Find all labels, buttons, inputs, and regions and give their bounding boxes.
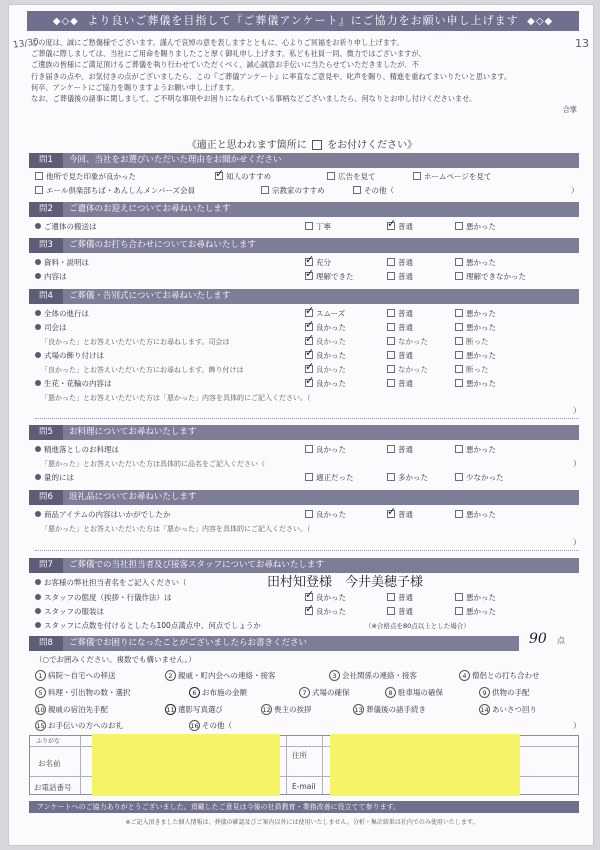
q1-option[interactable] <box>261 185 325 197</box>
checkbox-checked-icon <box>305 607 313 615</box>
q4-header <box>29 289 579 304</box>
q4-option-label: 良かった <box>316 337 346 346</box>
bullet-icon <box>35 324 41 330</box>
intro-line: 行き届きの点や、お気付きの点がございましたら、この『ご葬儀アンケート』に率直なご意見や、叱声を賜り、精進を重ねてまいりたいと思います。 <box>31 71 512 81</box>
q4-row <box>35 378 579 390</box>
q5-close: ） <box>573 459 581 468</box>
q7-number: 問7 <box>29 558 63 573</box>
q7-staff-handwritten[interactable]: 田村知登様 今井美穂子様 <box>267 575 424 590</box>
checkbox-checked-icon <box>215 172 223 180</box>
q4-option-label: 悪かった <box>466 379 496 388</box>
phone-label: お電話番号 <box>34 783 72 792</box>
q3-option[interactable] <box>305 271 354 283</box>
q2-option-label: 悪かった <box>466 222 496 231</box>
q4-number: 問4 <box>29 289 63 304</box>
q4-question: 式場の飾り付けは <box>44 351 104 360</box>
q4-option[interactable] <box>455 364 489 376</box>
intro-text <box>31 37 583 115</box>
q4-option[interactable] <box>387 364 428 376</box>
q6-option-label: 良かった <box>316 510 346 519</box>
q8-option[interactable] <box>35 687 131 698</box>
q1-option[interactable] <box>327 171 376 183</box>
footer-privacy-note: ※ご記入頂きました個人情報は、葬儀の確認及びご案内以外には使用いたしません。分析・集計結果は社内でのみ使用いたします。 <box>125 819 479 826</box>
q8-lead: （○でお囲みください。複数でも構いません。） <box>35 655 196 664</box>
q3-option-label: 普通 <box>398 258 413 267</box>
q8-option-label: お手伝いの方へのお礼 <box>48 721 123 730</box>
q3-title: ご葬儀のお打ち合わせについてお尋ねいたします <box>69 240 256 250</box>
q8-number-badge: 11 <box>166 706 175 714</box>
q6-question: 商品アイテムの内容はいかがでしたか <box>44 510 171 519</box>
survey-form <box>8 4 594 846</box>
intro-line: ご葬儀に際しましては、当社にご用命を賜りましたこと厚く御礼申し上げます。私ども社員一同、微力ではございますが、 <box>31 49 426 59</box>
q8-option-label: 葬儀後の諸手続き <box>366 705 426 714</box>
q8-close: ） <box>573 721 581 730</box>
checkbox-icon <box>455 510 463 518</box>
q8-number-badge: 1 <box>35 670 46 681</box>
q2-number: 問2 <box>29 202 63 217</box>
q8-option-label: 会社関係の連絡・接客 <box>342 671 417 680</box>
bullet-icon <box>35 273 41 279</box>
q7-option-label: 普通 <box>398 607 413 616</box>
q4-option[interactable] <box>387 350 413 362</box>
q1-row1 <box>35 171 579 183</box>
q7-option[interactable] <box>387 592 413 604</box>
q7-option-label: 普通 <box>398 593 413 602</box>
name-field-redaction[interactable] <box>92 734 280 796</box>
q8-option[interactable] <box>35 720 123 731</box>
checkbox-checked-icon <box>387 222 395 230</box>
instruction <box>9 136 594 151</box>
q8-number-badge: 14 <box>480 706 489 714</box>
q5-option[interactable] <box>455 472 504 484</box>
q7-question: スタッフの態度（挨拶・行儀作法）は <box>44 593 172 602</box>
q3-option[interactable] <box>455 271 526 283</box>
q4-question: 生花・花輪の内容は <box>44 379 112 388</box>
q4-title: ご葬儀・告別式についてお尋ねいたします <box>69 291 231 301</box>
checkbox-icon <box>387 607 395 615</box>
q5-option[interactable] <box>305 472 354 484</box>
q3-option-label: 理解できた <box>316 272 354 281</box>
q1-option-label: その他（ <box>364 186 394 195</box>
q1-option-label: 他所で見た印象が良かった <box>46 172 136 181</box>
q8-number-badge: 6 <box>189 687 200 698</box>
q8-option-label: 式場の確保 <box>312 688 350 697</box>
q3-option[interactable] <box>387 257 413 269</box>
contact-divider <box>80 736 81 794</box>
q8-option[interactable] <box>189 720 232 731</box>
q7-title: ご葬儀での当社担当者及び接客スタッフについてお尋ねいたします <box>69 560 324 570</box>
q8-option-label: 喪主の挨拶 <box>274 705 312 714</box>
checkbox-icon <box>455 379 463 387</box>
handwritten-note-top-left: 13/30 <box>12 37 40 51</box>
q8-option-label: 遺影写真選び <box>178 705 223 714</box>
checkbox-icon <box>413 172 421 180</box>
q6-title: 返礼品についてお尋ねいたします <box>69 492 197 502</box>
q4-option[interactable] <box>387 336 428 348</box>
bullet-icon <box>35 223 41 229</box>
checkbox-icon <box>305 445 313 453</box>
q4-option-label: 断った <box>466 337 489 346</box>
q1-option-label: 広告を見て <box>338 172 376 181</box>
intro-line: 何卒、アンケートにご協力を賜りますようお願い申し上げます。 <box>31 82 239 92</box>
q4-option-label: 良かった <box>316 365 346 374</box>
contact-divider <box>286 736 287 794</box>
checkbox-icon <box>35 172 43 180</box>
q8-number-badge: 9 <box>479 687 490 698</box>
q8-option[interactable] <box>479 704 537 715</box>
q8-option[interactable] <box>329 670 417 681</box>
q6-option[interactable] <box>455 509 496 521</box>
q8-option-label: 駐車場の確保 <box>398 688 443 697</box>
q2-option-label: 丁寧 <box>316 222 331 231</box>
checkbox-icon <box>455 365 463 373</box>
checkbox-icon <box>455 258 463 266</box>
bullet-icon <box>35 310 41 316</box>
q8-option-label: その他（ <box>202 721 232 730</box>
handwritten-note-top-right: 13 <box>575 37 589 50</box>
q8-option[interactable] <box>189 687 247 698</box>
q8-number-badge: 3 <box>329 670 340 681</box>
q5-option[interactable] <box>305 444 346 456</box>
checkbox-icon <box>305 510 313 518</box>
q6-row <box>35 509 579 521</box>
q3-option-label: 充分 <box>316 258 331 267</box>
q7-score-value[interactable]: 90 <box>529 631 547 647</box>
q7-score-note: （※合格点を80点以上とした場合） <box>365 622 470 630</box>
q2-option[interactable] <box>305 221 331 233</box>
checkbox-icon <box>455 445 463 453</box>
checkbox-checked-icon <box>387 510 395 518</box>
q8-number-badge: 8 <box>385 687 396 698</box>
checkbox-icon <box>455 222 463 230</box>
q8-option[interactable] <box>165 670 276 681</box>
q8-number-badge: 16 <box>190 722 199 730</box>
q4-option[interactable] <box>455 322 496 334</box>
q5-option-label: 適正だった <box>316 473 354 482</box>
q2-option[interactable] <box>387 221 413 233</box>
q5-row <box>35 472 579 484</box>
checkbox-checked-icon <box>305 272 313 280</box>
q4-option[interactable] <box>387 308 413 320</box>
q8-option-label: あいさつ回り <box>492 705 537 714</box>
q6-comment-line[interactable] <box>35 550 579 551</box>
checkbox-icon <box>353 186 361 194</box>
checkbox-icon <box>455 272 463 280</box>
checkbox-icon <box>327 172 335 180</box>
q2-row <box>35 221 579 233</box>
q7-score-unit: 点 <box>557 636 565 645</box>
address-field-redaction[interactable] <box>330 734 520 796</box>
checkbox-checked-icon <box>305 379 313 387</box>
checkbox-checked-icon <box>305 258 313 266</box>
q8-number-badge: 13 <box>354 706 363 714</box>
q8-option[interactable] <box>353 704 426 715</box>
checkbox-icon <box>305 222 313 230</box>
q6-option-label: 悪かった <box>466 510 496 519</box>
checkbox-icon <box>455 593 463 601</box>
q1-option-label: 知人のすすめ <box>226 172 272 181</box>
q6-comment-prompt: 「悪かった」とお答えいただいた方は「悪かった」内容を具体的にご記入ください。（ <box>41 525 311 533</box>
banner-ornament-right: ◆◇◆ <box>527 16 554 27</box>
q4-option[interactable] <box>455 336 489 348</box>
q3-number: 問3 <box>29 238 63 253</box>
q4-option-label: スムーズ <box>316 309 346 318</box>
q1-option-label: ホームページを見て <box>424 172 492 181</box>
q1-option[interactable] <box>215 171 271 183</box>
q4-question: 司会は <box>44 323 67 332</box>
banner-title: より良いご葬儀を目指して『ご葬儀アンケート』にご協力をお願い申し上げます <box>87 14 519 27</box>
q7-option-label: 悪かった <box>466 593 496 602</box>
checkmark-sample-icon <box>312 140 322 150</box>
q4-option[interactable] <box>387 378 413 390</box>
q1-row2 <box>35 185 579 197</box>
q4-option-label: 普通 <box>398 309 413 318</box>
checkbox-icon <box>455 607 463 615</box>
q6-number: 問6 <box>29 490 63 505</box>
intro-line: ご遺族の皆様にご満足頂けるご葬儀を執り行わせていただくべく、誠心誠意お手伝いに当たらせていただきましたが、不 <box>31 60 419 70</box>
bullet-icon <box>35 594 41 600</box>
q5-question: 精進落としのお料理は <box>44 445 119 454</box>
bullet-icon <box>35 259 41 265</box>
q8-number-badge: 5 <box>35 687 46 698</box>
q7-option[interactable] <box>455 592 496 604</box>
checkbox-icon <box>455 473 463 481</box>
checkbox-icon <box>387 365 395 373</box>
q5-number: 問5 <box>29 425 63 440</box>
q7-option-label: 悪かった <box>466 607 496 616</box>
q1-paren-close: ） <box>571 186 579 195</box>
q1-option[interactable] <box>35 171 136 183</box>
q8-number-badge: 12 <box>262 706 271 714</box>
checkbox-icon <box>455 337 463 345</box>
furigana-label: ふりがな <box>36 738 61 745</box>
bullet-icon <box>35 622 41 628</box>
q8-number-badge: 2 <box>165 670 176 681</box>
checkbox-icon <box>387 593 395 601</box>
bullet-icon <box>35 579 41 585</box>
q4-option-label: 普通 <box>398 351 413 360</box>
checkbox-checked-icon <box>305 351 313 359</box>
footer-thanks: アンケートへのご協力ありがとうございました。頂戴したご意見は今後の社員教育・業務改善に役立てて参ります。 <box>29 801 579 813</box>
q1-option[interactable] <box>353 185 394 197</box>
name-label: お名前 <box>38 759 61 768</box>
q1-number: 問1 <box>29 153 63 168</box>
q4-question: 全体の進行は <box>44 309 89 318</box>
q8-option[interactable] <box>165 704 223 715</box>
checkbox-icon <box>387 445 395 453</box>
intro-line: なお、ご葬儀後の諸事に関しまして、ご不明な事項やお困りになられている事柄などございましたら、何なりとお申し付けくださいませ。 <box>31 94 477 104</box>
checkbox-icon <box>387 337 395 345</box>
q4-option[interactable] <box>455 378 496 390</box>
bullet-icon <box>35 511 41 517</box>
checkbox-icon <box>305 473 313 481</box>
q4-option-label: 良かった <box>316 379 346 388</box>
q4-option[interactable] <box>455 308 496 320</box>
q5-header <box>29 425 579 440</box>
q5-option-label: 悪かった <box>466 445 496 454</box>
checkbox-checked-icon <box>305 309 313 317</box>
q7-option[interactable] <box>455 606 496 618</box>
bullet-icon <box>35 380 41 386</box>
q1-header <box>29 153 579 168</box>
q1-option-label: 宗教家のすすめ <box>272 186 325 195</box>
q6-header <box>29 490 579 505</box>
q3-option-label: 普通 <box>398 272 413 281</box>
q8-number: 問8 <box>29 636 63 651</box>
q6-option-label: 普通 <box>398 510 413 519</box>
q5-option-label: 良かった <box>316 445 346 454</box>
q5-option[interactable] <box>387 472 428 484</box>
q4-comment-prompt: 「悪かった」とお答えいただいた方は「悪かった」内容を具体的にご記入ください。（ <box>41 394 311 402</box>
q6-comment-close: ） <box>573 538 581 547</box>
q3-header <box>29 238 579 253</box>
q8-option-label: 供物の手配 <box>492 688 530 697</box>
q4-option-label: 普通 <box>398 323 413 332</box>
q5-option-label: 普通 <box>398 445 413 454</box>
q8-number-badge: 10 <box>36 706 45 714</box>
q4-comment-close: ） <box>573 406 581 415</box>
q8-header <box>29 636 519 651</box>
q5-title: お料理についてお尋ねいたします <box>69 427 197 437</box>
q8-number-badge: 7 <box>299 687 310 698</box>
q7-score-prompt: スタッフに点数を付けるとしたら100点満点中、何点でしょうか <box>44 621 261 630</box>
q4-option-label: 良かった <box>316 323 346 332</box>
q4-option-label: なかった <box>398 337 428 346</box>
q8-option[interactable] <box>299 687 350 698</box>
checkbox-checked-icon <box>305 593 313 601</box>
q8-option[interactable] <box>479 687 530 698</box>
q2-option-label: 普通 <box>398 222 413 231</box>
q8-option[interactable] <box>459 670 540 681</box>
q3-option[interactable] <box>387 271 413 283</box>
q6-option[interactable] <box>305 509 346 521</box>
contact-divider <box>322 736 323 794</box>
q8-option-label: お布施の金額 <box>202 688 247 697</box>
checkbox-icon <box>387 351 395 359</box>
checkbox-icon <box>387 272 395 280</box>
q8-option-label: 親戚の宿泊先手配 <box>48 705 108 714</box>
intro-sign: 合掌 <box>562 105 577 115</box>
checkbox-checked-icon <box>305 337 313 345</box>
contact-table <box>29 735 579 795</box>
q3-question: 内容は <box>44 272 67 281</box>
survey-banner <box>27 11 579 31</box>
banner-ornament-left: ◆◇◆ <box>52 16 79 27</box>
q5-sub-prompt: 「悪かった」とお答えいただいた方は具体的に品名をご記入ください（ <box>41 460 265 468</box>
address-label: 住所 <box>292 751 307 760</box>
q8-option[interactable] <box>385 687 443 698</box>
q4-option[interactable] <box>305 378 346 390</box>
instruction-text-after: をお付けください》 <box>327 140 418 151</box>
q7-option[interactable] <box>387 606 413 618</box>
q2-question: ご遺体の搬送は <box>44 222 97 231</box>
bullet-icon <box>35 474 41 480</box>
q5-option-label: 少なかった <box>466 473 504 482</box>
q4-option-label: 悪かった <box>466 309 496 318</box>
instruction-text-before: 《適正と思われます箇所に <box>186 140 307 151</box>
q8-number-badge: 4 <box>459 670 470 681</box>
q1-option-label: エール倶楽部ちば・あんしんメンバーズ会員 <box>46 186 195 195</box>
q4-sub-question: 「良かった」とお答えいただいた方にお尋ねします。司会は <box>41 338 230 346</box>
bullet-icon <box>35 446 41 452</box>
q7-staff-prompt: お客様の弊社担当者名をご記入ください（ <box>44 578 187 587</box>
q7-option-label: 良かった <box>316 593 346 602</box>
q8-option[interactable] <box>35 704 108 715</box>
q1-option[interactable] <box>413 171 491 183</box>
q3-question: 資料・説明は <box>44 258 89 267</box>
checkbox-icon <box>35 186 43 194</box>
q1-title: 今回、当社をお選びいただいた理由をお聞かせください <box>69 155 282 165</box>
q8-option-label: 料理・引出物の数・選択 <box>48 688 131 697</box>
bullet-icon <box>35 352 41 358</box>
checkbox-icon <box>387 258 395 266</box>
checkbox-checked-icon <box>305 365 313 373</box>
checkbox-icon <box>455 351 463 359</box>
checkbox-icon <box>387 323 395 331</box>
q4-option-label: 普通 <box>398 379 413 388</box>
q5-option[interactable] <box>387 444 413 456</box>
q2-title: ご遺体のお迎えについてお尋ねいたします <box>69 204 231 214</box>
q4-option-label: 悪かった <box>466 351 496 360</box>
q4-option-label: 悪かった <box>466 323 496 332</box>
q8-option-label: 僧侶との打ち合わせ <box>472 671 540 680</box>
q4-option-label: 良かった <box>316 351 346 360</box>
q1-option[interactable] <box>35 185 195 197</box>
checkbox-icon <box>387 309 395 317</box>
q5-row <box>35 444 579 456</box>
q2-header <box>29 202 579 217</box>
q7-question: スタッフの服装は <box>44 607 104 616</box>
q5-option[interactable] <box>455 444 496 456</box>
intro-line: この度は、誠にご愁傷様でございます。謹んで哀悼の意を表しますとともに、心よりご冥福をお祈り申し上げます。 <box>31 38 404 47</box>
checkbox-icon <box>387 473 395 481</box>
q7-score-row <box>35 620 579 632</box>
checkbox-icon <box>455 309 463 317</box>
q7-row <box>35 606 579 618</box>
q3-option[interactable] <box>455 257 496 269</box>
q8-option[interactable] <box>35 670 116 681</box>
q4-option[interactable] <box>455 350 496 362</box>
q8-title: ご葬儀でお困りになったことがございましたらお書きください <box>69 638 308 648</box>
q7-option-label: 良かった <box>316 607 346 616</box>
q4-option-label: なかった <box>398 365 428 374</box>
q4-sub-question: 「良かった」とお答えいただいた方にお尋ねします。飾り付けは <box>41 366 244 374</box>
q4-option-label: 断った <box>466 365 489 374</box>
q8-option-label: 親戚・町内会への連絡・接客 <box>178 671 276 680</box>
q2-option[interactable] <box>455 221 496 233</box>
q3-option-label: 理解できなかった <box>466 272 526 281</box>
q5-question: 量的には <box>44 473 74 482</box>
q8-option[interactable] <box>261 704 312 715</box>
checkbox-icon <box>455 323 463 331</box>
checkbox-checked-icon <box>305 323 313 331</box>
q8-option-label: 病院〜自宅への移送 <box>48 671 116 680</box>
q3-row <box>35 271 579 283</box>
bullet-icon <box>35 608 41 614</box>
q8-number-badge: 15 <box>36 722 45 730</box>
checkbox-icon <box>387 379 395 387</box>
q3-option-label: 悪かった <box>466 258 496 267</box>
checkbox-icon <box>261 186 269 194</box>
email-label: E-mail <box>292 782 316 791</box>
q7-option[interactable] <box>305 606 346 618</box>
q6-option[interactable] <box>387 509 413 521</box>
q5-option-label: 多かった <box>398 473 428 482</box>
q4-comment-line[interactable] <box>35 418 579 419</box>
q4-option[interactable] <box>387 322 413 334</box>
